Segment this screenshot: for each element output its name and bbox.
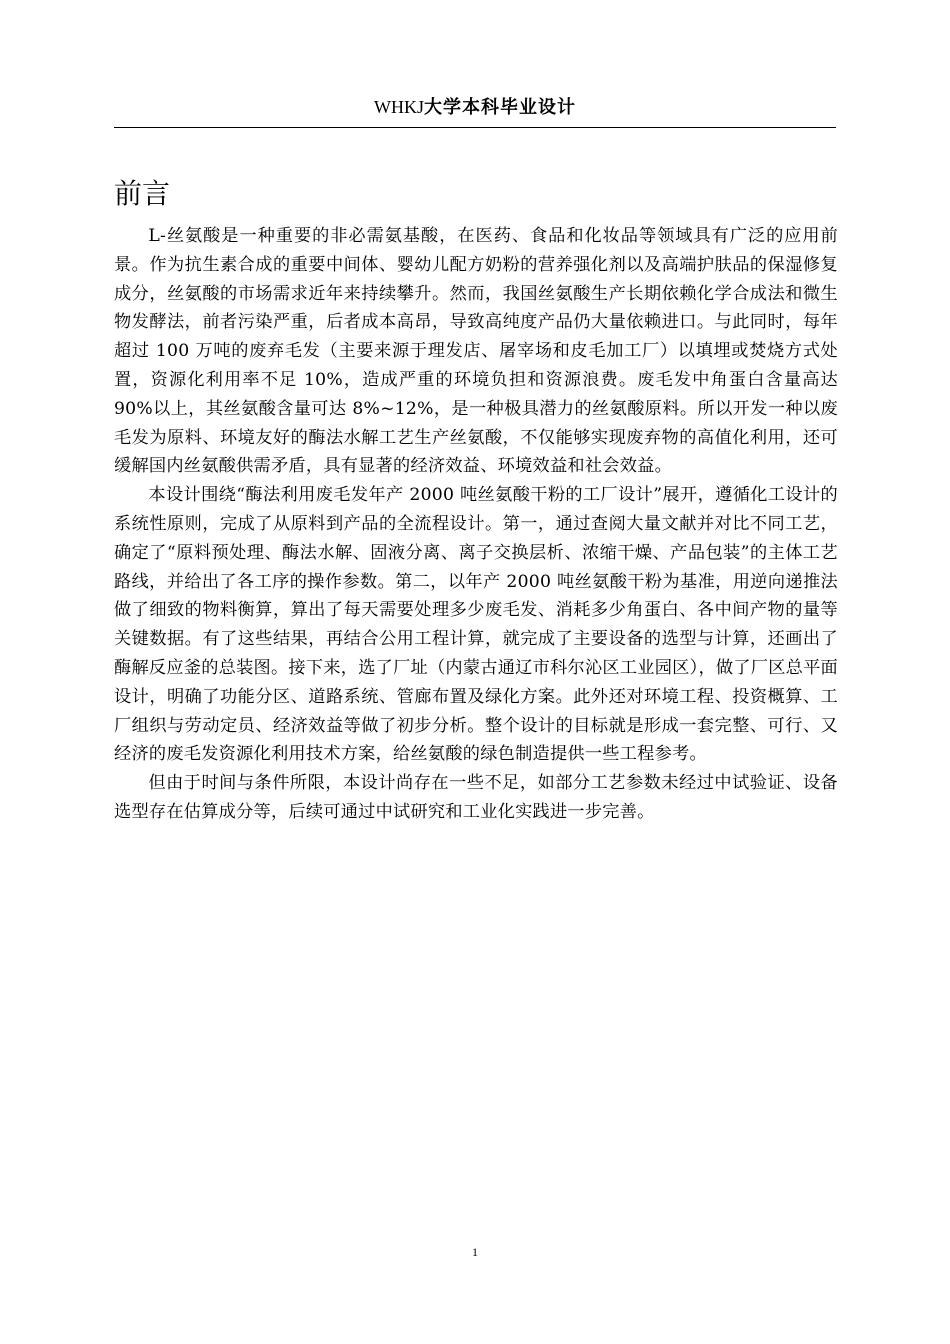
paragraph-2: 本设计围绕“酶法利用废毛发年产 2000 吨丝氨酸干粉的工厂设计”展开，遵循化工设计的系统性原则，完成了从原料到产品的全流程设计。第一，通过查阅大量文献并对比不同工艺，确定了“原料预处理、酶法水解、固液分离、离子交换层析、浓缩干燥、产品包装”的主体工艺路线，并给出了各工序的操作参数。第二，以年产 2000 吨丝氨酸干粉为基准，用逆向递推法做了细致的物料衡算，算出了每天需要处理多少废毛发、消耗多少角蛋白、各中间产物的量等关键数据。有了这些结果，再结合公用工程计算，就完成了主要设备的选型与计算，还画出了酶解反应釜的总装图。接下来，选了厂址（内蒙古通辽市科尔沁区工业园区），做了厂区总平面设计，明确了功能分区、道路系统、管廊布置及绿化方案。此外还对环境工程、投资概算、工厂组织与劳动定员、经济效益等做了初步分析。整个设计的目标就是形成一套完整、可行、又经济的废毛发资源化利用技术方案，给丝氨酸的绿色制造提供一些工程参考。 bbox=[114, 485, 838, 765]
section-title: 前言 bbox=[114, 177, 171, 210]
paragraph-1: L-丝氨酸是一种重要的非必需氨基酸，在医药、食品和化妆品等领域具有广泛的应用前景。作为抗生素合成的重要中间体、婴幼儿配方奶粉的营养强化剂以及高端护肤品的保湿修复成分，丝氨酸的市场需求近年来持续攀升。然而，我国丝氨酸生产长期依赖化学合成法和微生物发酵法，前者污染严重，后者成本高昂，导致高纯度产品仍大量依赖进口。与此同时，每年超过 100 万吨的废弃毛发（主要来源于理发店、屠宰场和皮毛加工厂）以填埋或焚烧方式处置，资源化利用率不足 10%，造成严重的环境负担和资源浪费。废毛发中角蛋白含量高达 90%以上，其丝氨酸含量可达 8%~12%，是一种极具潜力的丝氨酸原料。所以开发一种以废毛发为原料、环境友好的酶法水解工艺生产丝氨酸，不仅能够实现废弃物的高值化利用，还可缓解国内丝氨酸供需矛盾，具有显著的经济效益、环境效益和社会效益。 bbox=[114, 226, 838, 477]
page-number: 1 bbox=[472, 1245, 478, 1259]
header-rule bbox=[114, 127, 836, 128]
body-text bbox=[114, 222, 838, 827]
running-header bbox=[0, 94, 950, 121]
header-title: 大学本科毕业设计 bbox=[424, 97, 576, 118]
header-school-code: WHKJ bbox=[374, 97, 424, 117]
paragraph-3: 但由于时间与条件所限，本设计尚存在一些不足，如部分工艺参数未经过中试验证、设备选型存在估算成分等，后续可通过中试研究和工业化实践进一步完善。 bbox=[114, 773, 838, 822]
